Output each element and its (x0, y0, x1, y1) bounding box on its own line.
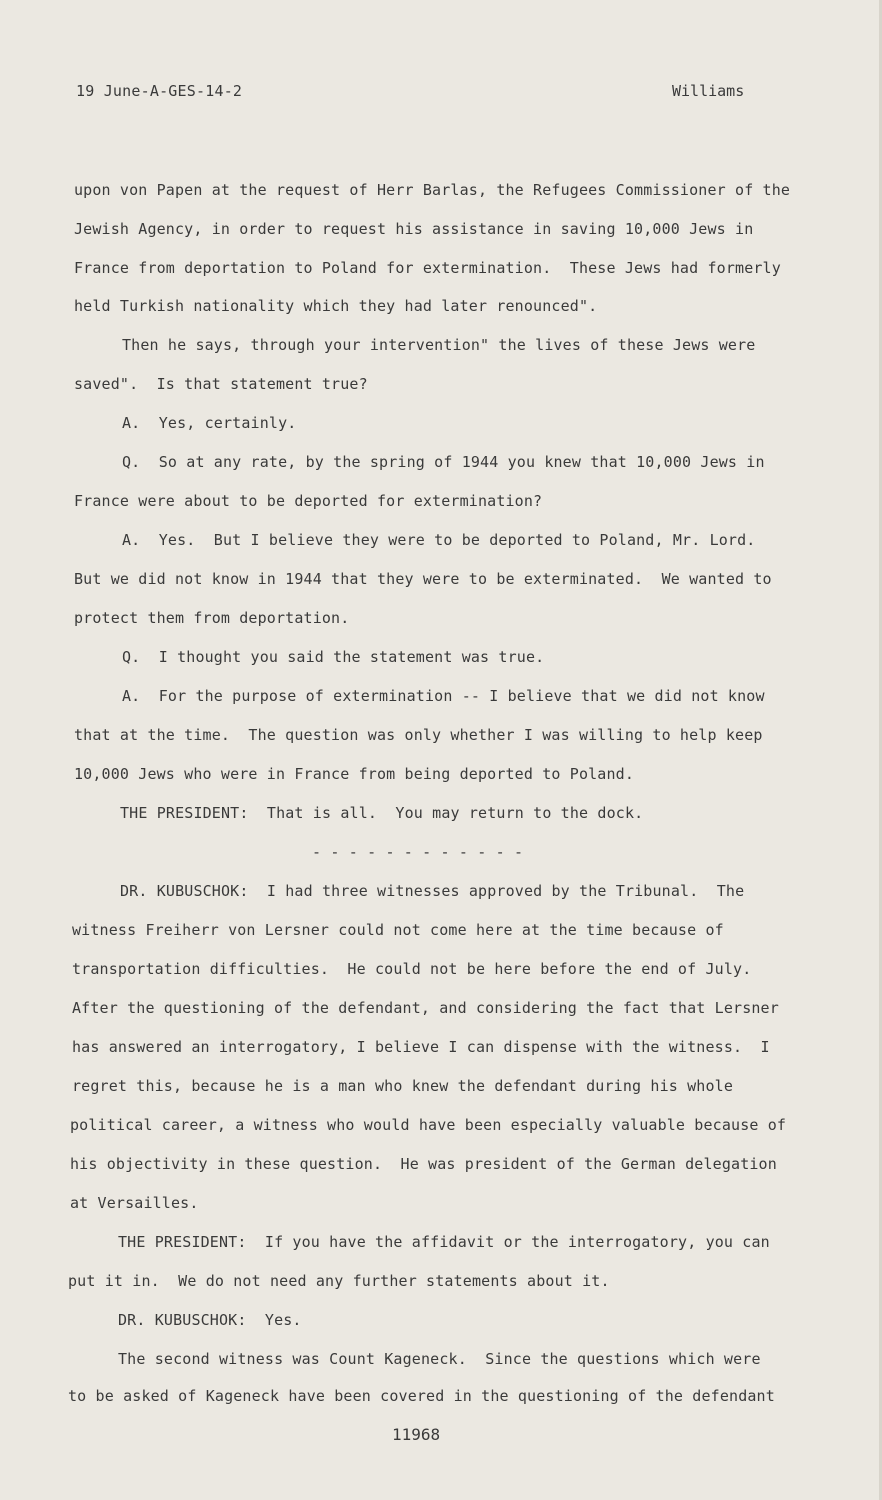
text-line: at Versailles. (70, 1194, 199, 1212)
text-line: Q. I thought you said the statement was true. (122, 648, 545, 666)
text-line: Q. So at any rate, by the spring of 1944 you knew that 10,000 Jews in (122, 453, 765, 471)
text-line: DR. KUBUSCHOK: I had three witnesses approved by the Tribunal. The (120, 882, 745, 900)
text-line: saved". Is that statement true? (74, 375, 368, 393)
text-line: DR. KUBUSCHOK: Yes. (118, 1311, 302, 1329)
text-line: held Turkish nationality which they had later renounced". (74, 297, 598, 315)
text-line: regret this, because he is a man who knew the defendant during his whole (72, 1077, 734, 1095)
text-line: witness Freiherr von Lersner could not come here at the time because of (72, 921, 724, 939)
text-line: The second witness was Count Kageneck. Since the questions which were (118, 1350, 761, 1368)
text-line: Jewish Agency, in order to request his assistance in saving 10,000 Jews in (74, 220, 754, 238)
text-line: his objectivity in these question. He was president of the German delegation (70, 1155, 777, 1173)
section-divider: - - - - - - - - - - - - (312, 843, 524, 861)
text-line: THE PRESIDENT: That is all. You may return to the dock. (120, 804, 644, 822)
text-line: protect them from deportation. (74, 609, 350, 627)
text-line: upon von Papen at the request of Herr Barlas, the Refugees Commissioner of the (74, 181, 791, 199)
text-line: to be asked of Kageneck have been covered in the questioning of the defendant (68, 1387, 775, 1405)
text-line: THE PRESIDENT: If you have the affidavit or the interrogatory, you can (118, 1233, 770, 1251)
text-line: 10,000 Jews who were in France from being deported to Poland. (74, 765, 635, 783)
text-line: A. Yes, certainly. (122, 414, 297, 432)
text-line: political career, a witness who would have been especially valuable because of (70, 1116, 787, 1134)
text-line: that at the time. The question was only whether I was willing to help keep (74, 726, 763, 744)
page-header-reference: 19 June-A-GES-14-2 (76, 82, 243, 100)
page-header-name: Williams (672, 82, 745, 100)
text-line: France from deportation to Poland for extermination. These Jews had formerly (74, 259, 781, 277)
text-line: put it in. We do not need any further statements about it. (68, 1272, 610, 1290)
page-number: 11968 (392, 1425, 441, 1444)
text-line: Then he says, through your intervention" the lives of these Jews were (122, 336, 756, 354)
text-line: After the questioning of the defendant, and considering the fact that Lersner (72, 999, 779, 1017)
text-line: has answered an interrogatory, I believe I can dispense with the witness. I (72, 1038, 770, 1056)
text-line: But we did not know in 1944 that they were to be exterminated. We wanted to (74, 570, 772, 588)
text-line: A. For the purpose of extermination -- I believe that we did not know (122, 687, 765, 705)
text-line: transportation difficulties. He could not be here before the end of July. (72, 960, 752, 978)
text-line: A. Yes. But I believe they were to be deported to Poland, Mr. Lord. (122, 531, 756, 549)
text-line: France were about to be deported for extermination? (74, 492, 543, 510)
